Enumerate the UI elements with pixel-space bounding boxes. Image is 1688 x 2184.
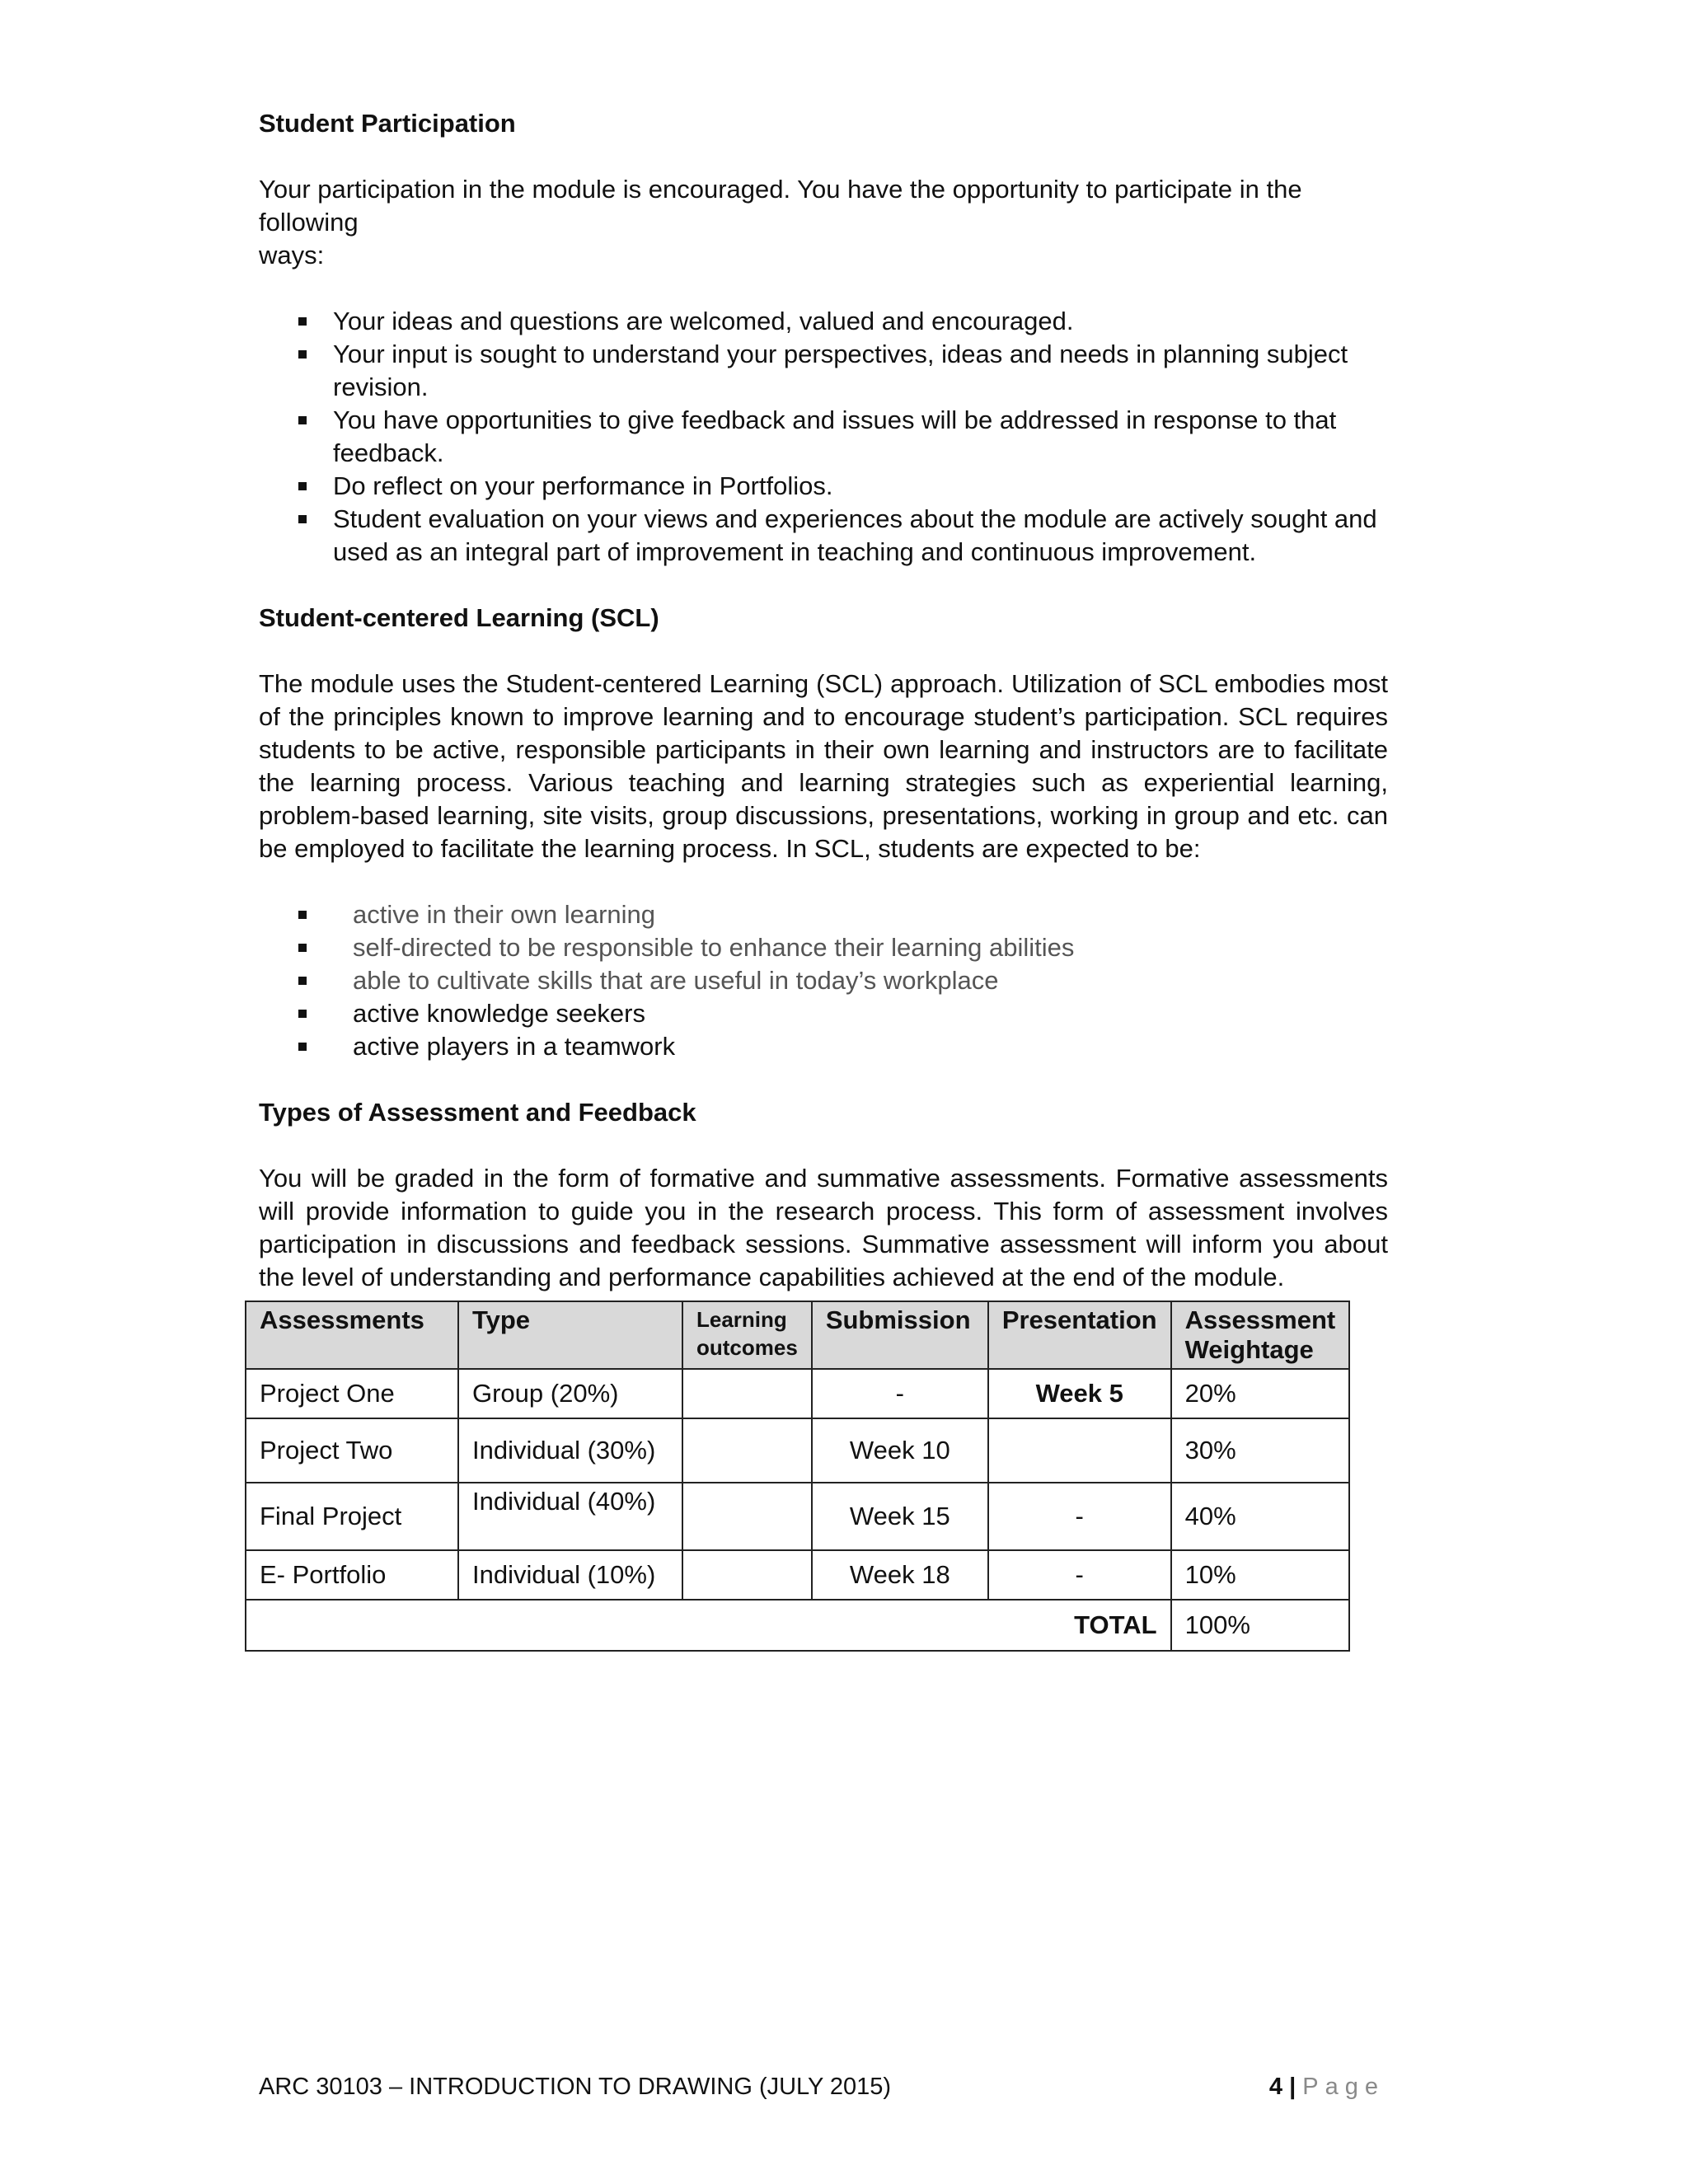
cell-presentation: -	[988, 1550, 1171, 1600]
square-bullet-icon	[298, 350, 307, 359]
header-learning-outcomes: Learning outcomes	[682, 1301, 812, 1369]
heading-student-participation: Student Participation	[259, 109, 516, 138]
cell-submission: Week 15	[812, 1483, 988, 1550]
page-number: 4	[1268, 2074, 1283, 2100]
list-item: You have opportunities to give feedback and issues will be addressed in response to that feedback.	[259, 404, 1388, 470]
list-item: active knowledge seekers	[259, 997, 1388, 1030]
table-row	[246, 1483, 1349, 1550]
list-item: able to cultivate skills that are useful in today’s workplace	[259, 964, 1388, 997]
cell-assessment: Project One	[246, 1369, 458, 1418]
list-item: Your input is sought to understand your perspectives, ideas and needs in planning subject revision.	[259, 338, 1388, 404]
cell-learning	[682, 1483, 812, 1550]
square-bullet-icon	[298, 1010, 307, 1018]
cell-weightage: 20%	[1171, 1369, 1350, 1418]
list-item: active players in a teamwork	[259, 1030, 1388, 1063]
cell-submission: Week 18	[812, 1550, 988, 1600]
square-bullet-icon	[298, 944, 307, 952]
heading-assessment-feedback: Types of Assessment and Feedback	[259, 1098, 696, 1127]
participation-intro-line2: ways:	[259, 241, 325, 269]
table-total-row	[246, 1600, 1349, 1651]
total-label: TOTAL	[246, 1600, 1171, 1651]
square-bullet-icon	[298, 416, 307, 424]
cell-type: Individual (10%)	[458, 1550, 682, 1600]
header-assessments: Assessments	[246, 1301, 458, 1369]
cell-assessment: Final Project	[246, 1483, 458, 1550]
square-bullet-icon	[298, 911, 307, 919]
cell-learning	[682, 1418, 812, 1483]
page-word: Page	[1302, 2074, 1385, 2100]
scl-bullet-list	[259, 898, 1388, 1063]
cell-submission: Week 10	[812, 1418, 988, 1483]
list-item: active in their own learning	[259, 898, 1388, 931]
header-weightage: Assessment Weightage	[1171, 1301, 1350, 1369]
cell-weightage: 40%	[1171, 1483, 1350, 1550]
cell-learning	[682, 1550, 812, 1600]
footer-page-indicator	[1269, 2070, 1385, 2103]
cell-presentation: -	[988, 1483, 1171, 1550]
cell-presentation	[988, 1418, 1171, 1483]
table-row	[246, 1369, 1349, 1418]
square-bullet-icon	[298, 977, 307, 985]
list-item: Student evaluation on your views and experiences about the module are actively sought and used as an integral part of improvement in teaching and continuous improvement.	[259, 503, 1388, 569]
scl-paragraph: The module uses the Student-centered Learning (SCL) approach. Utilization of SCL embodies most of the principles known to improve learning and to encourage student’s participation. SCL requires students to be active, responsible participants in their own learning and instructors are to facilitate the learning process. Various teaching and learning strategies such as experiential learning, problem-based learning, site visits, group discussions, presentations, working in group and etc. can be employed to facilitate the learning process. In SCL, students are expected to be:	[259, 669, 1388, 863]
table-row	[246, 1418, 1349, 1483]
square-bullet-icon	[298, 317, 307, 326]
total-value: 100%	[1171, 1600, 1350, 1651]
document-page	[259, 107, 1388, 1363]
header-type: Type	[458, 1301, 682, 1369]
square-bullet-icon	[298, 515, 307, 523]
cell-presentation: Week 5	[988, 1369, 1171, 1418]
cell-assessment: E- Portfolio	[246, 1550, 458, 1600]
list-item: Do reflect on your performance in Portfolios.	[259, 470, 1388, 503]
square-bullet-icon	[298, 1043, 307, 1051]
participation-bullet-list	[259, 305, 1388, 569]
table-header-row	[246, 1301, 1349, 1369]
header-submission: Submission	[812, 1301, 988, 1369]
cell-type: Group (20%)	[458, 1369, 682, 1418]
cell-type: Individual (40%)	[458, 1483, 682, 1550]
assessment-paragraph: You will be graded in the form of formative and summative assessments. Formative assessments will provide information to guide you in the research process. This form of assessment involves participation in discussions and feedback sessions. Summative assessment will inform you about the level of understanding and performance capabilities achieved at the end of the module.	[259, 1164, 1388, 1291]
heading-scl: Student-centered Learning (SCL)	[259, 603, 659, 632]
footer-separator: |	[1289, 2074, 1296, 2100]
cell-type: Individual (30%)	[458, 1418, 682, 1483]
square-bullet-icon	[298, 482, 307, 490]
assessment-plan-table	[245, 1301, 1350, 1652]
cell-weightage: 10%	[1171, 1550, 1350, 1600]
header-presentation: Presentation	[988, 1301, 1171, 1369]
list-item: self-directed to be responsible to enhance their learning abilities	[259, 931, 1388, 964]
footer-title: ARC 30103 – INTRODUCTION TO DRAWING (JULY 2015)	[259, 2074, 892, 2100]
list-item: Your ideas and questions are welcomed, valued and encouraged.	[259, 305, 1388, 338]
table-row	[246, 1550, 1349, 1600]
cell-weightage: 30%	[1171, 1418, 1350, 1483]
cell-submission: -	[812, 1369, 988, 1418]
cell-assessment: Project Two	[246, 1418, 458, 1483]
participation-intro-line1: Your participation in the module is encouraged. You have the opportunity to participate in the following	[259, 175, 1302, 237]
cell-learning	[682, 1369, 812, 1418]
